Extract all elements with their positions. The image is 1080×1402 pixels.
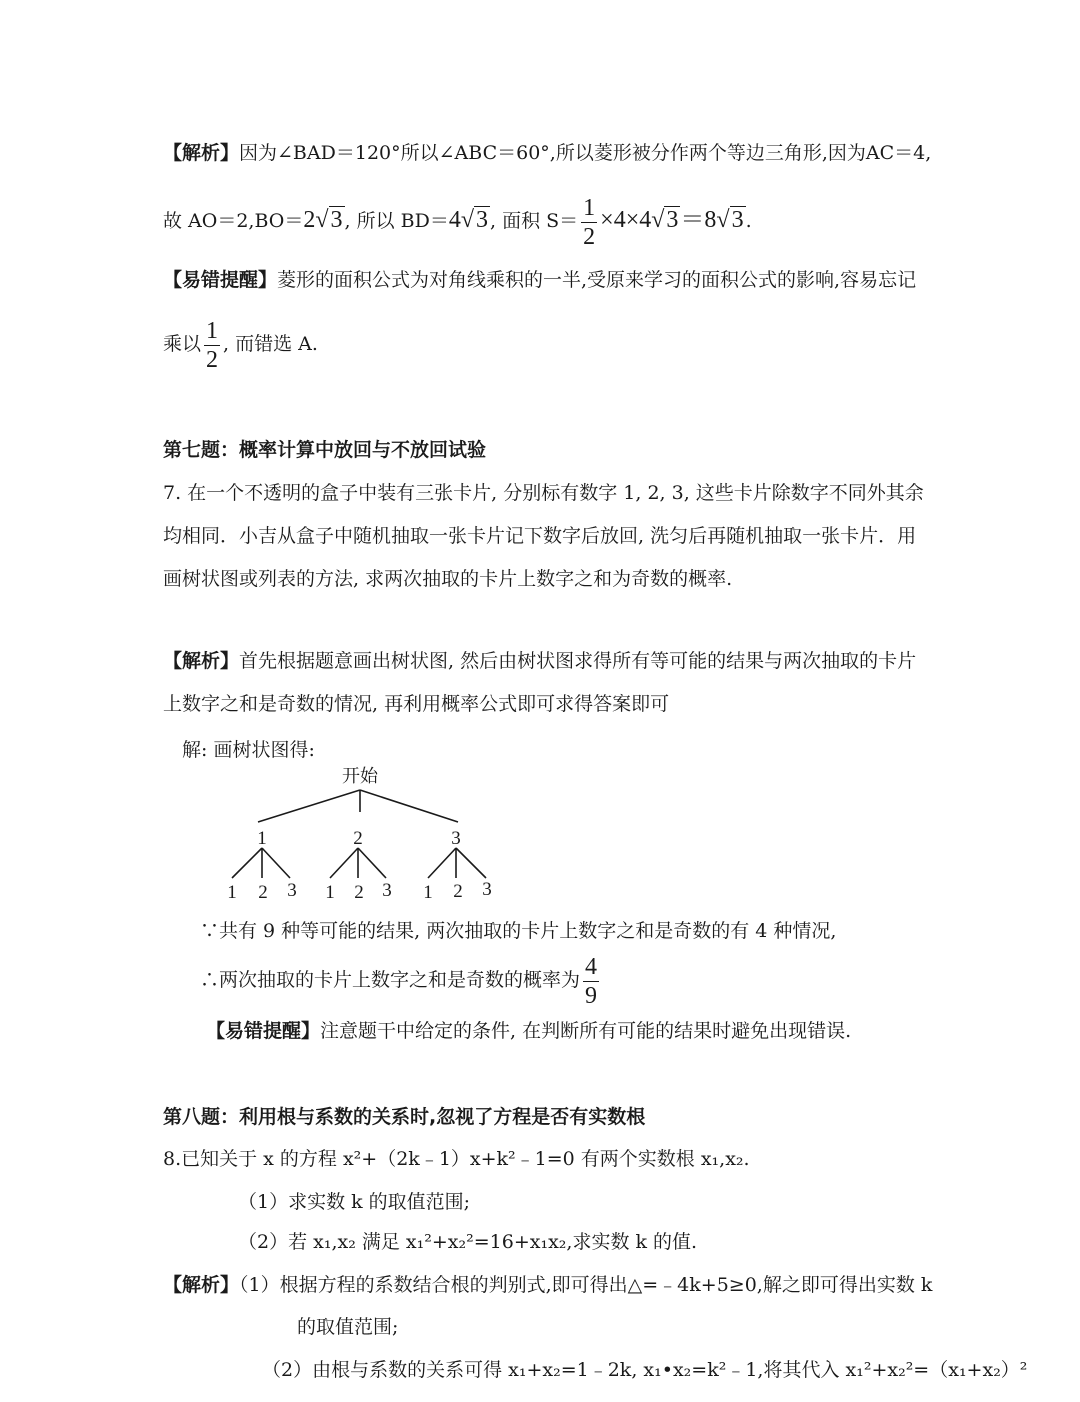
sqrt-expression: 4√3 xyxy=(448,207,489,233)
tip-text-segment: 乘以 xyxy=(163,333,202,355)
analysis-label: 【解析】 xyxy=(163,1274,240,1296)
tree-root-label: 开始 xyxy=(342,766,378,786)
tree-leaf: 3 xyxy=(482,879,492,900)
question-7-tip xyxy=(206,1018,851,1044)
tree-leaf: 2 xyxy=(453,881,463,902)
tree-leaf: 2 xyxy=(354,882,364,903)
tip-label: 【易错提醒】 xyxy=(206,1020,321,1042)
analysis-text-segment: , 所以 BD＝ xyxy=(344,210,449,232)
question-7-title: 第七题：概率计算中放回与不放回试验 xyxy=(163,439,487,461)
analysis-text-segment: 故 AO＝2,BO＝ xyxy=(163,210,304,232)
analysis-text-line1: （1）根据方程的系数结合根的判别式,即可得出△=﹣4k+5≥0,解之即可得出实数 k xyxy=(239,1274,933,1296)
tree-leaf: 3 xyxy=(287,880,297,901)
question-8-statement: 8.已知关于 x 的方程 x²+（2k﹣1）x+k²﹣1=0 有两个实数根 x₁,x₂. xyxy=(163,1148,750,1170)
question-7-analysis-line2: 上数字之和是奇数的情况, 再利用概率公式即可求得答案即可 xyxy=(163,693,670,715)
tree-leaf: 3 xyxy=(382,880,392,901)
analysis-label: 【解析】 xyxy=(163,650,240,672)
question-7-line2: 均相同．小吉从盒子中随机抽取一张卡片记下数字后放回, 洗匀后再随机抽取一张卡片．用 xyxy=(163,525,917,547)
tip-label: 【易错提醒】 xyxy=(163,269,278,291)
tree-leaf: 1 xyxy=(325,882,335,903)
question-8-analysis-line3: （2）由根与系数的关系可得 x₁+x₂=1﹣2k, x₁•x₂=k²﹣1,将其代入 x₁²+x₂²=（x₁+x₂）² xyxy=(262,1359,1028,1381)
question-7-line1: 7. 在一个不透明的盒子中装有三张卡片, 分别标有数字 1, 2, 3, 这些卡片除数字不同外其余 xyxy=(163,482,924,504)
analysis-text-segment: , 面积 S＝ xyxy=(490,210,579,232)
analysis-text-line1: 首先根据题意画出树状图, 然后由树状图求得所有等可能的结果与两次抽取的卡片 xyxy=(239,650,917,672)
fraction-half: $\frac{1}{2}$ xyxy=(583,194,596,250)
question-8-analysis-line2: 的取值范围; xyxy=(297,1316,399,1338)
question-8-analysis xyxy=(163,1272,932,1298)
tree-node-2: 2 xyxy=(353,828,363,849)
probability-fraction: $\frac{4}{9}$ xyxy=(585,953,598,1009)
tree-leaf: 1 xyxy=(423,882,433,903)
question-8-part2: （2）若 x₁,x₂ 满足 x₁²+x₂²=16+x₁x₂,求实数 k 的值. xyxy=(238,1231,698,1253)
tip-text-line1: 菱形的面积公式为对角线乘积的一半,受原来学习的面积公式的影响,容易忘记 xyxy=(277,269,917,291)
math-segment: . xyxy=(745,210,752,232)
therefore-text: ∴两次抽取的卡片上数字之和是奇数的概率为 xyxy=(200,969,581,991)
tree-node-1: 1 xyxy=(257,828,267,849)
question-7-line3: 画树状图或列表的方法, 求两次抽取的卡片上数字之和为奇数的概率. xyxy=(163,568,733,590)
math-segment: ×4×4 xyxy=(600,207,652,233)
tree-leaf: 1 xyxy=(227,882,237,903)
sqrt-expression: 2√3 xyxy=(303,207,343,233)
tip-text: 注意题干中给定的条件, 在判断所有可能的结果时避免出现错误. xyxy=(320,1020,852,1042)
solution-intro: 解: 画树状图得: xyxy=(182,739,315,761)
probability-tree-diagram xyxy=(210,760,510,910)
sqrt-expression: √3 xyxy=(651,207,679,233)
tip-text-line2 xyxy=(163,316,318,374)
fraction-half: $\frac{1}{2}$ xyxy=(206,317,219,373)
tree-leaf: 2 xyxy=(258,882,268,903)
therefore-statement xyxy=(200,952,602,1010)
analysis-formula-line xyxy=(163,192,752,251)
analysis-text-line1: 因为∠BAD＝120°所以∠ABC＝60°,所以菱形被分作两个等边三角形,因为AC＝4, xyxy=(239,142,932,164)
analysis-paragraph-1 xyxy=(163,140,931,166)
math-segment: ＝8 xyxy=(680,207,717,233)
tree-node-3: 3 xyxy=(451,828,461,849)
tip-text-segment: , 而错选 A. xyxy=(223,333,318,355)
sqrt-expression: √3 xyxy=(716,207,744,233)
question-7-analysis xyxy=(163,648,916,674)
question-8-title: 第八题：利用根与系数的关系时,忽视了方程是否有实数根 xyxy=(163,1106,646,1128)
tip-paragraph-1 xyxy=(163,267,916,293)
analysis-label: 【解析】 xyxy=(163,142,240,164)
question-8-part1: （1）求实数 k 的取值范围; xyxy=(238,1191,471,1213)
because-statement: ∵共有 9 种等可能的结果, 两次抽取的卡片上数字之和是奇数的有 4 种情况, xyxy=(200,920,837,942)
